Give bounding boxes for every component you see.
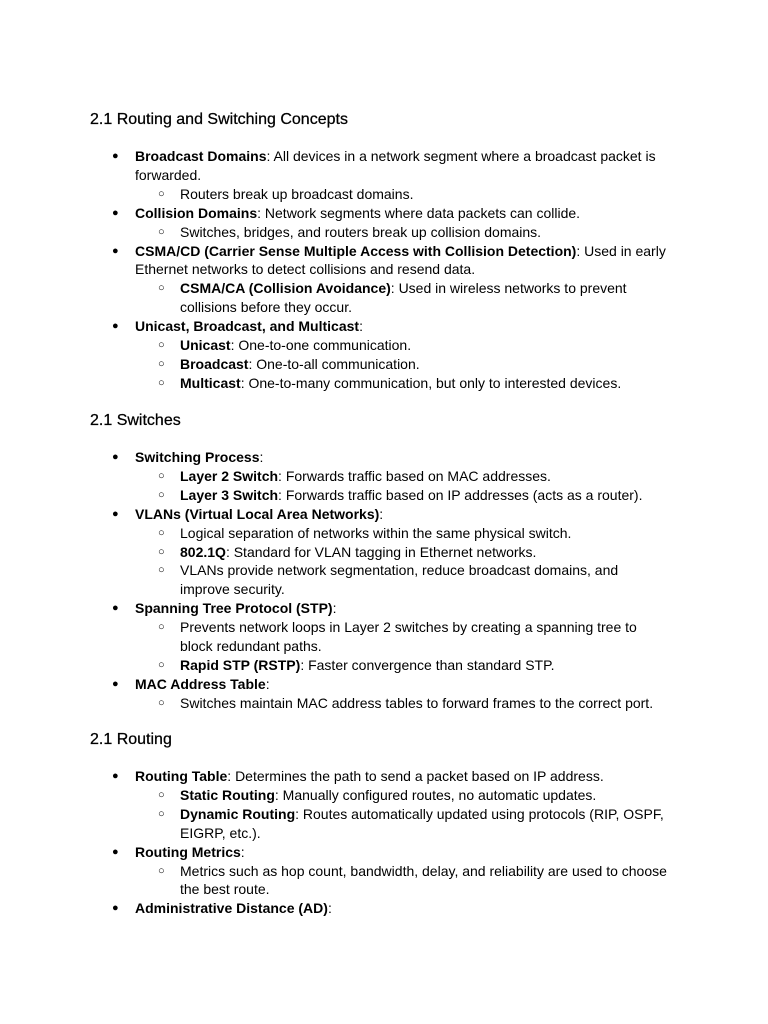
section-routing-switching-concepts	[90, 110, 690, 393]
list-item	[90, 767, 675, 843]
item-text: : Determines the path to send a packet based on IP address.	[227, 768, 604, 784]
item-text: :	[327, 900, 332, 917]
hollow-bullet-icon: ○	[158, 526, 165, 539]
sub-item-text: : Faster convergence than standard STP.	[300, 656, 555, 673]
bullet-icon: ●	[112, 902, 119, 915]
sub-list	[135, 223, 675, 242]
sub-list-item	[135, 618, 667, 656]
sub-item-term: Unicast	[180, 337, 231, 354]
list-item	[90, 675, 675, 713]
sub-item-term: Multicast	[180, 374, 241, 391]
list-item	[90, 599, 675, 675]
list-item	[90, 242, 675, 318]
item-text: :	[265, 675, 270, 692]
item-text: :	[359, 318, 363, 335]
sub-list-item	[135, 786, 667, 805]
sub-list	[135, 862, 675, 900]
item-term: Administrative Distance (AD)	[135, 900, 328, 917]
hollow-bullet-icon: ○	[158, 864, 165, 877]
sub-list-item	[135, 486, 667, 505]
hollow-bullet-icon: ○	[158, 545, 165, 558]
bullet-icon: ●	[112, 845, 119, 858]
sub-item-term: Static Routing	[180, 786, 275, 803]
sub-list-item	[135, 185, 667, 204]
sub-item-text: : Used in wireless networks to prevent collisions before they occur.	[180, 280, 627, 316]
item-term: CSMA/CD (Carrier Sense Multiple Access with Collision Detection)	[135, 242, 577, 259]
sub-item-text: : Forwards traffic based on MAC addresses.	[278, 467, 551, 484]
sub-item-text: Switches maintain MAC address tables to forward frames to the correct port.	[180, 694, 654, 711]
sub-item-term: CSMA/CA (Collision Avoidance)	[180, 280, 391, 297]
bullet-icon: ●	[112, 677, 119, 690]
bullet-icon: ●	[112, 320, 119, 333]
item-term: Switching Process	[135, 449, 260, 465]
sub-item-term: Broadcast	[180, 355, 249, 372]
sub-list-item	[135, 805, 667, 843]
item-term: VLANs (Virtual Local Area Networks)	[135, 505, 380, 522]
sub-list	[135, 694, 675, 713]
sub-item-text: Metrics such as hop count, bandwidth, delay, and reliability are used to choose the best route.	[180, 862, 667, 898]
sub-item-term: Layer 3 Switch	[180, 486, 279, 503]
list-item	[90, 147, 675, 204]
sub-list-item	[135, 279, 667, 317]
sub-list-item	[135, 694, 667, 713]
item-text: :	[240, 843, 245, 860]
sub-list-item	[135, 524, 667, 543]
list-item	[90, 204, 675, 242]
sub-item-text: Prevents network loops in Layer 2 switches by creating a spanning tree to block redundant paths.	[180, 619, 637, 655]
sub-list-item	[135, 374, 667, 393]
item-text: : All devices in a network segment where a broadcast packet is forwarded.	[135, 148, 656, 183]
item-term: Routing Metrics	[135, 843, 241, 860]
bullet-icon: ●	[112, 150, 119, 162]
item-text: :	[259, 449, 264, 465]
item-term: Broadcast Domains	[135, 148, 267, 164]
item-term: Spanning Tree Protocol (STP)	[135, 600, 333, 617]
list-item	[90, 448, 675, 505]
bullet-list	[90, 767, 690, 918]
bullet-icon: ●	[112, 770, 119, 782]
hollow-bullet-icon: ○	[158, 658, 165, 671]
item-text: : Network segments where data packets can collide.	[257, 204, 581, 221]
sub-list	[135, 524, 675, 600]
sub-item-text: Switches, bridges, and routers break up collision domains.	[180, 223, 542, 240]
hollow-bullet-icon: ○	[158, 696, 165, 709]
sub-list	[135, 185, 675, 204]
hollow-bullet-icon: ○	[158, 564, 165, 577]
sub-list-item	[135, 336, 667, 355]
sub-list	[135, 786, 675, 843]
item-term: Unicast, Broadcast, and Multicast	[135, 318, 360, 335]
hollow-bullet-icon: ○	[158, 357, 165, 370]
sub-item-text: : Manually configured routes, no automatic updates.	[274, 786, 597, 803]
bullet-icon: ●	[112, 244, 119, 257]
hollow-bullet-icon: ○	[158, 488, 165, 501]
sub-list	[135, 467, 675, 505]
sub-list-item	[135, 862, 667, 900]
sub-item-text: : One-to-all communication.	[248, 355, 420, 372]
sub-item-text: : One-to-many communication, but only to interested devices.	[240, 374, 622, 391]
item-term: MAC Address Table	[135, 675, 266, 692]
sub-list-item	[135, 543, 667, 562]
hollow-bullet-icon: ○	[158, 788, 165, 801]
bullet-icon: ●	[112, 206, 119, 219]
sub-item-text: Routers break up broadcast domains.	[180, 185, 414, 202]
sub-list	[135, 279, 675, 317]
item-term: Collision Domains	[135, 204, 258, 221]
bullet-icon: ●	[112, 451, 119, 463]
list-item	[90, 317, 675, 393]
list-item	[90, 843, 675, 900]
bullet-icon: ●	[112, 602, 119, 615]
sub-list-item	[135, 656, 667, 675]
hollow-bullet-icon: ○	[158, 225, 165, 238]
sub-item-term: Layer 2 Switch	[180, 467, 279, 484]
sub-item-term: Rapid STP (RSTP)	[180, 656, 301, 673]
section-heading: 2.1 Routing and Switching Concepts	[90, 111, 348, 128]
section-heading: 2.1 Routing	[90, 731, 172, 748]
hollow-bullet-icon: ○	[158, 282, 165, 295]
list-item	[90, 899, 675, 918]
item-text: :	[332, 600, 337, 617]
item-term: Routing Table	[135, 768, 228, 784]
item-text: : Used in early Ethernet networks to detect collisions and resend data.	[135, 242, 666, 278]
sub-item-text: : Routes automatically updated using protocols (RIP, OSPF, EIGRP, etc.).	[180, 805, 664, 841]
sub-item-text: Logical separation of networks within the same physical switch.	[180, 524, 572, 541]
sub-list-item	[135, 561, 667, 599]
sub-item-text: : Forwards traffic based on IP addresses (acts as a router).	[278, 486, 643, 503]
hollow-bullet-icon: ○	[158, 621, 165, 634]
sub-list	[135, 336, 675, 393]
hollow-bullet-icon: ○	[158, 339, 165, 352]
hollow-bullet-icon: ○	[158, 807, 165, 820]
section-routing	[90, 730, 690, 918]
hollow-bullet-icon: ○	[158, 187, 165, 200]
item-text: :	[379, 505, 384, 522]
sub-list-item	[135, 223, 667, 242]
sub-list-item	[135, 355, 667, 374]
sub-item-text: VLANs provide network segmentation, reduce broadcast domains, and improve security.	[180, 562, 619, 598]
bullet-list	[90, 147, 690, 393]
bullet-icon: ●	[112, 507, 119, 520]
bullet-list	[90, 448, 690, 713]
sub-list	[135, 618, 675, 675]
section-heading: 2.1 Switches	[90, 412, 181, 429]
sub-item-text: : One-to-one communication.	[230, 337, 412, 354]
section-switches	[90, 411, 690, 713]
sub-item-term: Dynamic Routing	[180, 805, 296, 822]
list-item	[90, 505, 675, 600]
hollow-bullet-icon: ○	[158, 376, 165, 389]
hollow-bullet-icon: ○	[158, 469, 165, 482]
sub-item-text: : Standard for VLAN tagging in Ethernet networks.	[225, 543, 537, 560]
sub-item-term: 802.1Q	[180, 543, 226, 560]
sub-list-item	[135, 467, 667, 486]
